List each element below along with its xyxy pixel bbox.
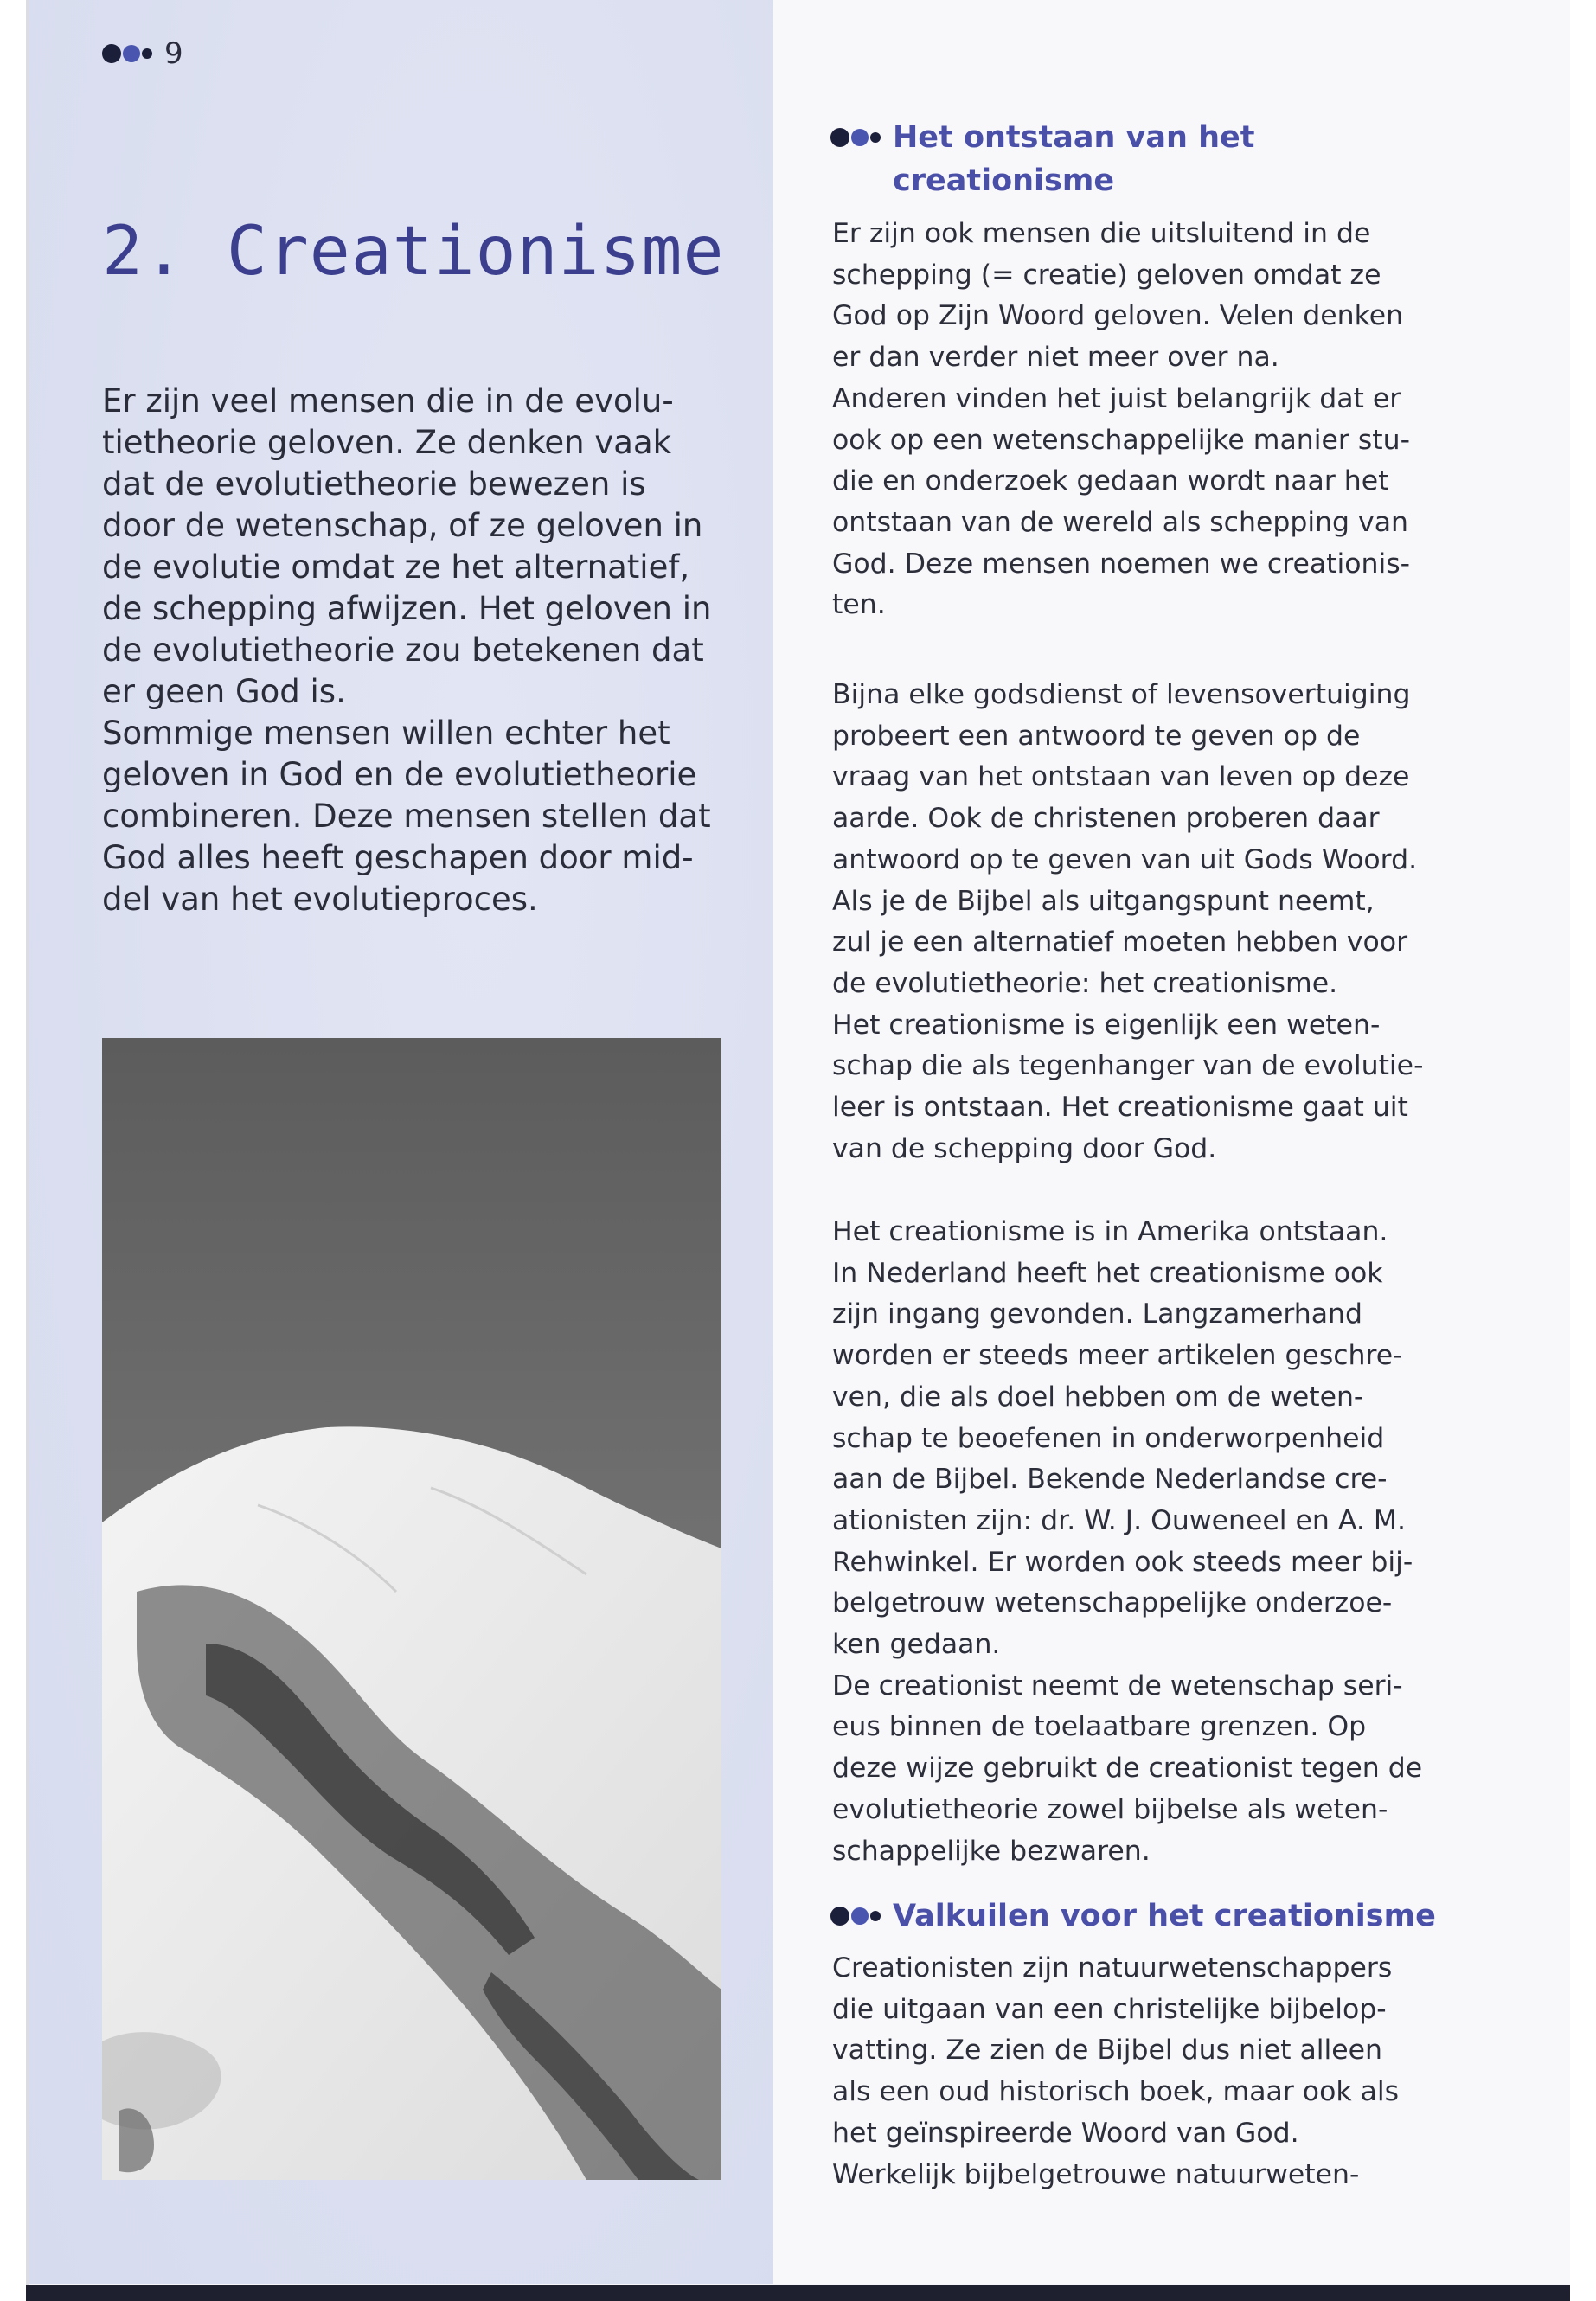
section-paragraph: Creationisten zijn natuurwetenschappers die uitgaan van een christelijke bijbelop- vatting. Ze zien de Bijbel dus niet alleen als een oud historisch boek, maar ook als het geïnspireerde Woord van God. Werkelijk bijbelgetrouwe natuurweten- — [832, 1952, 1400, 2190]
page-number-row — [102, 36, 183, 71]
section-paragraph: Er zijn ook mensen die uitsluitend in de schepping (= creatie) geloven omdat ze God op Zijn Woord geloven. Velen denken er dan verder niet meer over na. Anderen vinden het juist belangrijk dat er ook op een wetenschappelijke manier stu- die en onderzoek gedaan wordt naar het ontstaan van de wereld als schepping van God. Deze mensen noemen we creationis- ten. — [832, 218, 1411, 621]
bullet-dots-icon — [830, 128, 881, 147]
page-bottom-edge — [26, 2285, 1570, 2301]
bullet-dots-icon — [830, 1907, 881, 1926]
section-paragraph: Het creationisme is in Amerika ontstaan. In Nederland heeft het creationisme ook zijn ingang gevonden. Langzamerhand worden er steeds meer artikelen geschre- ven, die als doel hebben om de weten- schap te beoefenen in onderworpenheid aan de Bijbel. Bekende Nederlandse cre- ationisten zijn: dr. W. J. Ouweneel en A. M. Rehwinkel. Er worden ook steeds meer bij- belgetrouw wetenschappelijke onderzoe- ken gedaan. De creationist neemt de wetenschap seri- eus binnen de toelaatbare grenzen. Op deze wijze gebruikt de creationist tegen de evolutietheorie zowel bijbelse als weten- schappelijke bezwaren. — [832, 1216, 1423, 1867]
section-paragraph: Bijna elke godsdienst of levensovertuiging probeert een antwoord te geven op de vraag van het ontstaan van leven op deze aarde. Ook de christenen proberen daar antwoord op te geven van uit Gods Woord. Als je de Bijbel als uitgangspunt neemt, zul je een alternatief moeten hebben voor de evolutietheorie: het creationisme. Het creationisme is eigenlijk een weten- schap die als tegenhanger van de evolutie- leer is ontstaan. Het creationisme gaat uit van de schepping door God. — [832, 679, 1424, 1164]
section-heading-text: Valkuilen voor het creationisme — [893, 1899, 1436, 1933]
section-heading-valkuilen — [830, 1894, 1436, 1938]
section-heading-text: Het ontstaan van het creationisme — [893, 120, 1255, 198]
mountain-photo — [102, 1038, 721, 2180]
bullet-dots-icon — [102, 44, 152, 63]
section-heading-ontstaan — [830, 116, 1254, 202]
intro-paragraph: Er zijn veel mensen die in de evolu- tietheorie geloven. Ze denken vaak dat de evolutietheorie bewezen is door de wetenschap, of ze geloven in de evolutie omdat ze het alternatief, de schepping afwijzen. Het geloven in de evolutietheorie zou betekenen dat er geen God is. Sommige mensen willen echter het geloven in God en de evolutietheorie combineren. Deze mensen stellen dat God alles heeft geschapen door mid- del van het evolutieproces. — [102, 382, 712, 918]
page-number: 9 — [164, 36, 183, 71]
chapter-title: 2. Creationisme — [102, 213, 725, 291]
